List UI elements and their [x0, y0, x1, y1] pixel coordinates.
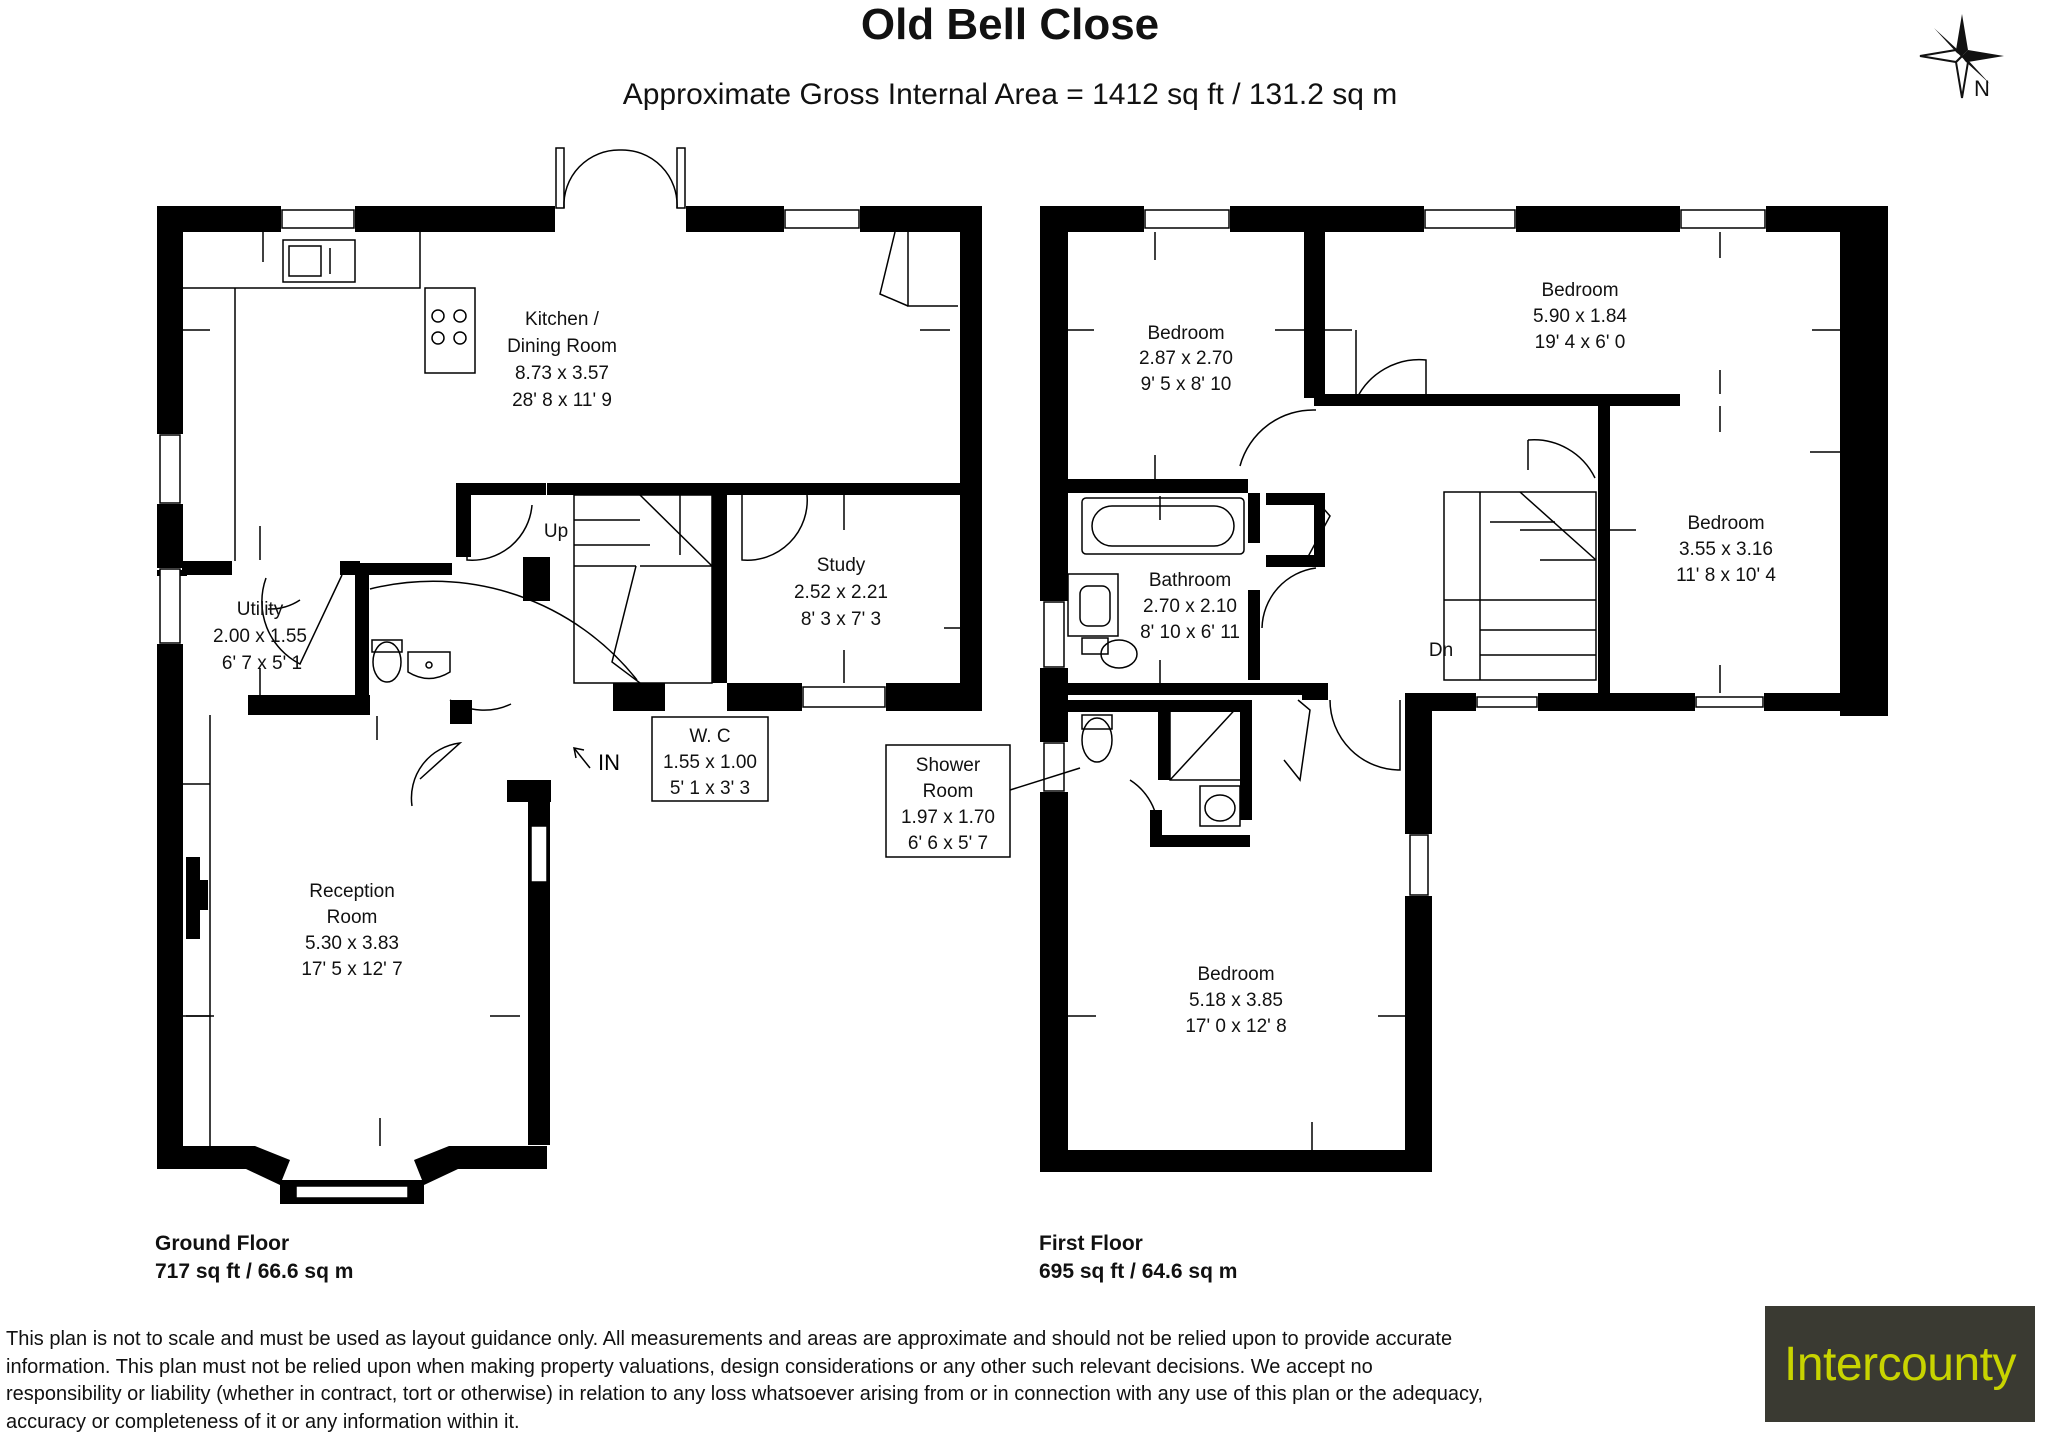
bedroom-s-label — [1185, 964, 1286, 1037]
kitchen-name-line1: Kitchen / — [525, 309, 599, 330]
first-windows — [1044, 210, 1765, 895]
wc-name: W. C — [689, 726, 731, 747]
bedroom-nw-imperial: 9' 5 x 8' 10 — [1140, 374, 1232, 395]
ground-floor-label — [155, 1230, 353, 1286]
reception-metric: 5.30 x 3.83 — [304, 933, 400, 954]
utility-metric: 2.00 x 1.55 — [212, 626, 308, 647]
gross-area-subtitle: Approximate Gross Internal Area = 1412 sq ft / 131.2 sq m — [622, 78, 1398, 111]
shower-imperial: 6' 6 x 5' 7 — [907, 833, 989, 854]
bathroom-imperial: 8' 10 x 6' 11 — [1140, 622, 1240, 643]
reception-name-line1: Reception — [309, 881, 395, 902]
study-imperial: 8' 3 x 7' 3 — [800, 609, 882, 630]
french-doors — [556, 148, 685, 208]
page-title: Old Bell Close — [860, 0, 1160, 49]
bedroom-ne-label — [1533, 280, 1627, 353]
wc-fittings — [372, 640, 450, 682]
bathroom-fittings — [1068, 498, 1244, 826]
shower-name-line2: Room — [922, 781, 974, 802]
wc-label — [652, 717, 768, 801]
first-stairs — [1444, 492, 1596, 680]
shower-name-line1: Shower — [915, 755, 981, 776]
bathroom-metric: 2.70 x 2.10 — [1142, 596, 1238, 617]
bedroom-e-metric: 3.55 x 3.16 — [1678, 539, 1774, 560]
first-floor-area: 695 sq ft / 64.6 sq m — [1039, 1260, 1238, 1283]
ground-floor-area: 717 sq ft / 66.6 sq m — [155, 1260, 354, 1283]
bedroom-ne-imperial: 19' 4 x 6' 0 — [1534, 332, 1626, 353]
utility-imperial: 6' 7 x 5' 1 — [221, 653, 303, 674]
logo-text: Intercounty — [1784, 1337, 2016, 1391]
bay-window — [246, 1146, 458, 1204]
ground-floor-name: Ground Floor — [155, 1232, 290, 1255]
kitchen-imperial: 28' 8 x 11' 9 — [512, 390, 612, 411]
wc-imperial: 5' 1 x 3' 3 — [669, 778, 751, 799]
reception-imperial: 17' 5 x 12' 7 — [301, 959, 403, 980]
compass-north-label: N — [1974, 76, 1990, 101]
intercounty-logo — [1765, 1306, 2035, 1422]
bathroom-name: Bathroom — [1148, 570, 1232, 591]
kitchen-metric: 8.73 x 3.57 — [514, 363, 610, 384]
utility-label — [213, 599, 307, 674]
bedroom-e-imperial: 11' 8 x 10' 4 — [1676, 565, 1776, 586]
study-metric: 2.52 x 2.21 — [793, 582, 889, 603]
first-floor-label — [1039, 1230, 1237, 1286]
bedroom-nw-metric: 2.87 x 2.70 — [1138, 348, 1234, 369]
bedroom-ne-name: Bedroom — [1541, 280, 1619, 301]
bedroom-ne-metric: 5.90 x 1.84 — [1532, 306, 1628, 327]
bedroom-nw-label — [1139, 323, 1233, 395]
ground-stairs — [574, 495, 712, 683]
kitchen-label — [507, 309, 617, 411]
wc-metric: 1.55 x 1.00 — [662, 752, 758, 773]
bedroom-e-name: Bedroom — [1687, 513, 1765, 534]
entrance-label: IN — [598, 750, 620, 775]
bedroom-nw-name: Bedroom — [1147, 323, 1225, 344]
reception-label — [301, 881, 402, 980]
entrance-marker — [574, 748, 620, 775]
utility-name: Utility — [236, 599, 284, 620]
reception-name-line2: Room — [326, 907, 378, 928]
shower-metric: 1.97 x 1.70 — [900, 807, 996, 828]
first-floor-name: First Floor — [1039, 1232, 1143, 1255]
bedroom-s-metric: 5.18 x 3.85 — [1188, 990, 1284, 1011]
ground-stairs-label: Up — [543, 521, 569, 542]
bathroom-label — [1140, 570, 1240, 643]
disclaimer-text: This plan is not to scale and must be used as layout guidance only. All measurements and areas are approximate and should not be relied upon to provide accurate information. This plan must not be relied upon when making property valuations, design considerations or any other such relevant decisions. We accept no responsibility or liability (whether in contract, tort or otherwise) in relation to any loss whatsoever arising from or in connection with any use of this plan or the adequacy, accuracy or completeness of it or any information within it. — [6, 1328, 1484, 1433]
study-name: Study — [816, 555, 866, 576]
bedroom-s-imperial: 17' 0 x 12' 8 — [1185, 1016, 1287, 1037]
bedroom-s-name: Bedroom — [1197, 964, 1275, 985]
first-stairs-label: Dn — [1428, 640, 1454, 661]
kitchen-name-line2: Dining Room — [507, 336, 617, 357]
bedroom-e-label — [1676, 513, 1776, 586]
study-label — [794, 555, 888, 630]
